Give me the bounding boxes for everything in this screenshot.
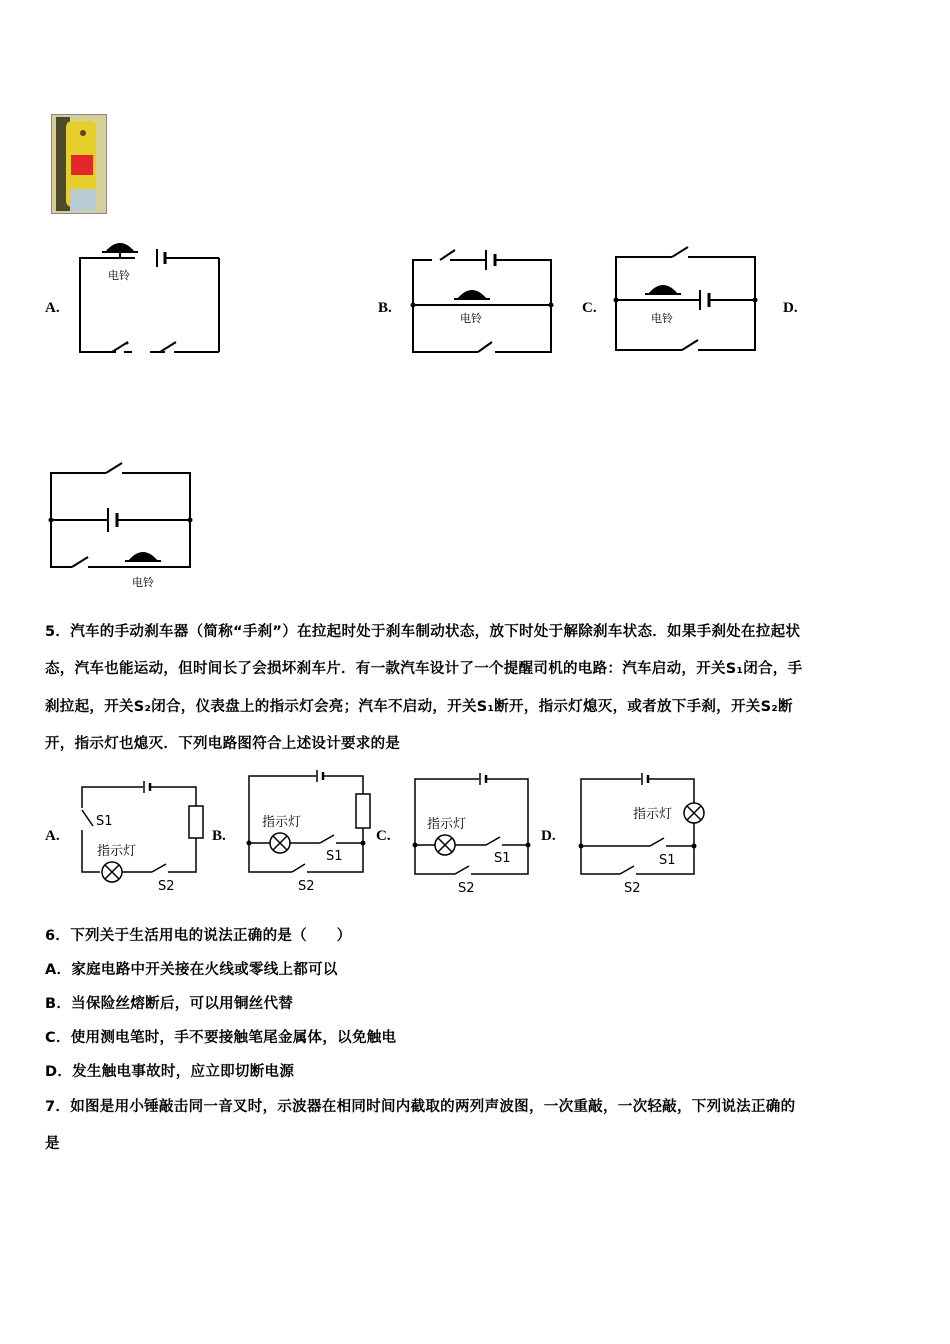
q5d-s1: S1 — [659, 853, 676, 868]
q5-option-b-label[interactable]: B. — [212, 828, 226, 844]
q4-option-c-label[interactable]: C. — [582, 300, 597, 316]
q7-line-1: 7．如图是用小锤敲击同一音叉时，示波器在相同时间内截取的两列声波图，一次重敲，一次轻敲，下列说法正确的 — [45, 1099, 796, 1115]
q5-line-3: 刹拉起，开关S₂闭合，仪表盘上的指示灯会亮；汽车不启动，开关S₁断开，指示灯熄灭，或者放下手刹，开关S₂断 — [45, 699, 793, 715]
q4d-bell-label: 电铃 — [132, 576, 154, 589]
q5c-lamp-label: 指示灯 — [427, 817, 467, 832]
q5d-s2: S2 — [624, 881, 641, 896]
q5-option-a-label[interactable]: A. — [45, 828, 60, 844]
q6-option-a[interactable]: A．家庭电路中开关接在火线或零线上都可以 — [45, 962, 338, 978]
q5c-s2: S2 — [458, 881, 475, 896]
q5-option-c-label[interactable]: C. — [376, 828, 391, 844]
q5c-s1: S1 — [494, 851, 511, 866]
q4a-bell-label: 电铃 — [108, 269, 130, 282]
q7-line-2: 是 — [45, 1136, 60, 1152]
q5a-s1: S1 — [96, 814, 113, 829]
q5b-lamp-label: 指示灯 — [262, 815, 302, 830]
q4-option-b-label[interactable]: B. — [378, 300, 392, 316]
q5-line-2: 态，汽车也能运动，但时间长了会损坏刹车片．有一款汽车设计了一个提醒司机的电路：汽车启动，开关S₁闭合，手 — [45, 661, 803, 677]
q6-option-d[interactable]: D．发生触电事故时，应立即切断电源 — [45, 1064, 295, 1080]
q5d-lamp-label: 指示灯 — [633, 807, 673, 822]
q5b-s2: S2 — [298, 879, 315, 894]
q4c-bell-label: 电铃 — [651, 312, 673, 325]
q6-option-b[interactable]: B．当保险丝熔断后，可以用铜丝代替 — [45, 996, 294, 1012]
q5a-s2: S2 — [158, 879, 175, 894]
q4-option-d-label[interactable]: D. — [783, 300, 798, 316]
q5-option-d-label[interactable]: D. — [541, 828, 556, 844]
q4-option-a-label[interactable]: A. — [45, 300, 60, 316]
q5-line-1: 5．汽车的手动刹车器（简称“手刹”）在拉起时处于刹车制动状态，放下时处于解除刹车状态．如果手刹处在拉起状 — [45, 624, 801, 640]
q4b-bell-label: 电铃 — [460, 312, 482, 325]
q5a-lamp-label: 指示灯 — [97, 844, 137, 859]
q6-stem: 6．下列关于生活用电的说法正确的是（ ） — [45, 928, 352, 944]
q5b-s1: S1 — [326, 849, 343, 864]
q6-option-c[interactable]: C．使用测电笔时，手不要接触笔尾金属体，以免触电 — [45, 1030, 397, 1046]
q5-line-4: 开，指示灯也熄灭．下列电路图符合上述设计要求的是 — [45, 736, 401, 752]
